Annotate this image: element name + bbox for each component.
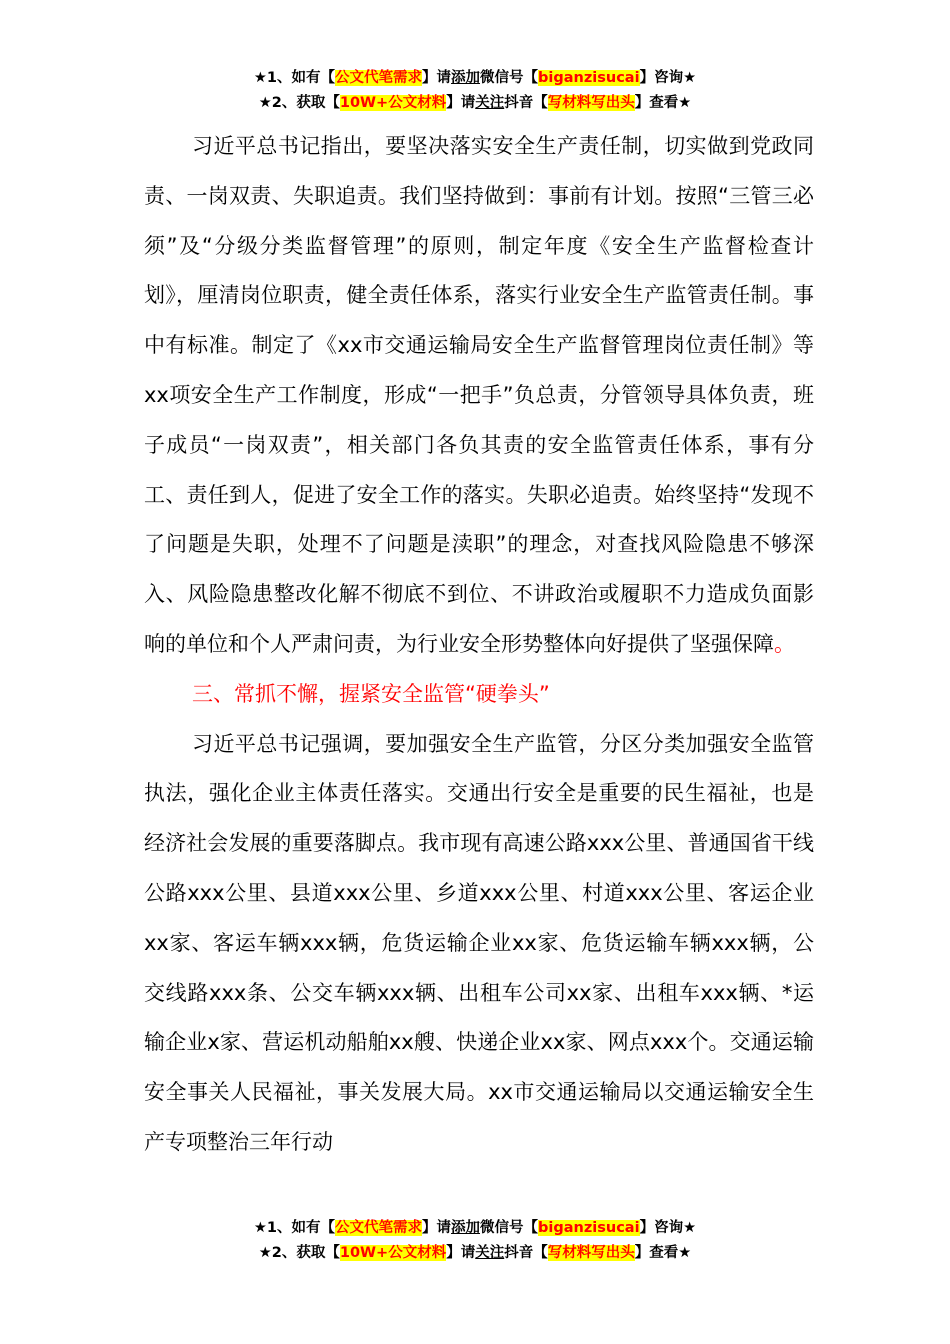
promo-text: 】查看★ bbox=[634, 1245, 692, 1261]
promo-text: 】请 bbox=[422, 70, 452, 86]
promo-text: ★1、如有【 bbox=[253, 1220, 336, 1236]
promo-banner-top bbox=[0, 66, 950, 116]
promo-line-2 bbox=[0, 91, 950, 116]
promo-highlight: 10W+公文材料 bbox=[339, 95, 447, 111]
promo-text: 】查看★ bbox=[634, 95, 692, 111]
section-heading-3: 三、常抓不懈，握紧安全监管“硬拳头” bbox=[192, 681, 550, 706]
promo-text: 】咨询★ bbox=[639, 70, 697, 86]
promo-text: 抖音【 bbox=[504, 1245, 548, 1261]
paragraph-end-mark: 。 bbox=[774, 631, 795, 656]
promo-highlight: 写材料写出头 bbox=[547, 95, 635, 111]
promo-text: 】请 bbox=[446, 1245, 476, 1261]
promo-underline-text: 关注 bbox=[475, 1245, 505, 1261]
promo-highlight: 写材料写出头 bbox=[547, 1245, 635, 1261]
promo-line-2 bbox=[0, 1241, 950, 1266]
promo-highlight: 公文代笔需求 bbox=[335, 70, 423, 86]
promo-banner-bottom bbox=[0, 1216, 950, 1266]
promo-underline-text: 添加 bbox=[451, 1220, 481, 1236]
promo-text: 】请 bbox=[446, 95, 476, 111]
document-body bbox=[144, 122, 814, 1168]
promo-text: 】咨询★ bbox=[639, 1220, 697, 1236]
paragraph-responsibility bbox=[144, 122, 814, 670]
promo-text: 微信号【 bbox=[480, 1220, 539, 1236]
promo-line-1 bbox=[0, 66, 950, 91]
promo-text: ★2、获取【 bbox=[258, 95, 340, 111]
promo-text: 】请 bbox=[422, 1220, 452, 1236]
promo-underline-text: 添加 bbox=[451, 70, 481, 86]
paragraph-text: 习近平总书记指出，要坚决落实安全生产责任制，切实做到党政同责、一岗双责、失职追责。我们坚持做到：事前有计划。按照“三管三必须”及“分级分类监督管理”的原则，制定年度《安全生产监督检查计划》，厘清岗位职责，健全责任体系，落实行业安全生产监管责任制。事中有标准。制定了《xx市交通运输局安全生产监督管理岗位责任制》等xx项安全生产工作制度，形成“一把手”负总责，分管领导具体负责，班子成员“一岗双责”，相关部门各负其责的安全监管责任体系，事有分工、责任到人，促进了安全工作的落实。失职必追责。始终坚持“发现不了问题是失职，处理不了问题是渎职”的理念，对查找风险隐患不够深入、风险隐患整改化解不彻底不到位、不讲政治或履职不力造成负面影响的单位和个人严肃问责，为行业安全形势整体向好提供了坚强保障 bbox=[144, 134, 814, 656]
promo-highlight: 公文代笔需求 bbox=[335, 1220, 423, 1236]
promo-line-1 bbox=[0, 1216, 950, 1241]
promo-highlight: 10W+公文材料 bbox=[339, 1245, 447, 1261]
promo-text: ★2、获取【 bbox=[258, 1245, 340, 1261]
promo-text: 微信号【 bbox=[480, 70, 539, 86]
promo-text: 抖音【 bbox=[504, 95, 548, 111]
promo-highlight: biganzisucai bbox=[538, 1220, 640, 1236]
promo-highlight: biganzisucai bbox=[538, 70, 640, 86]
promo-underline-text: 关注 bbox=[475, 95, 505, 111]
promo-text: ★1、如有【 bbox=[253, 70, 336, 86]
paragraph-supervision: 习近平总书记强调，要加强安全生产监管，分区分类加强安全监管执法，强化企业主体责任落实。交通出行安全是重要的民生福祉，也是经济社会发展的重要落脚点。我市现有高速公路xxx公里、普通国省干线公路xxx公里、县道xxx公里、乡道xxx公里、村道xxx公里、客运企业xx家、客运车辆xxx辆，危货运输企业xx家、危货运输车辆xxx辆，公交线路xxx条、公交车辆xxx辆、出租车公司xx家、出租车xxx辆、*运输企业x家、营运机动船舶xx艘、快递企业xx家、网点xxx个。交通运输安全事关人民福祉，事关发展大局。xx市交通运输局以交通运输安全生产专项整治三年行动 bbox=[144, 731, 814, 1154]
